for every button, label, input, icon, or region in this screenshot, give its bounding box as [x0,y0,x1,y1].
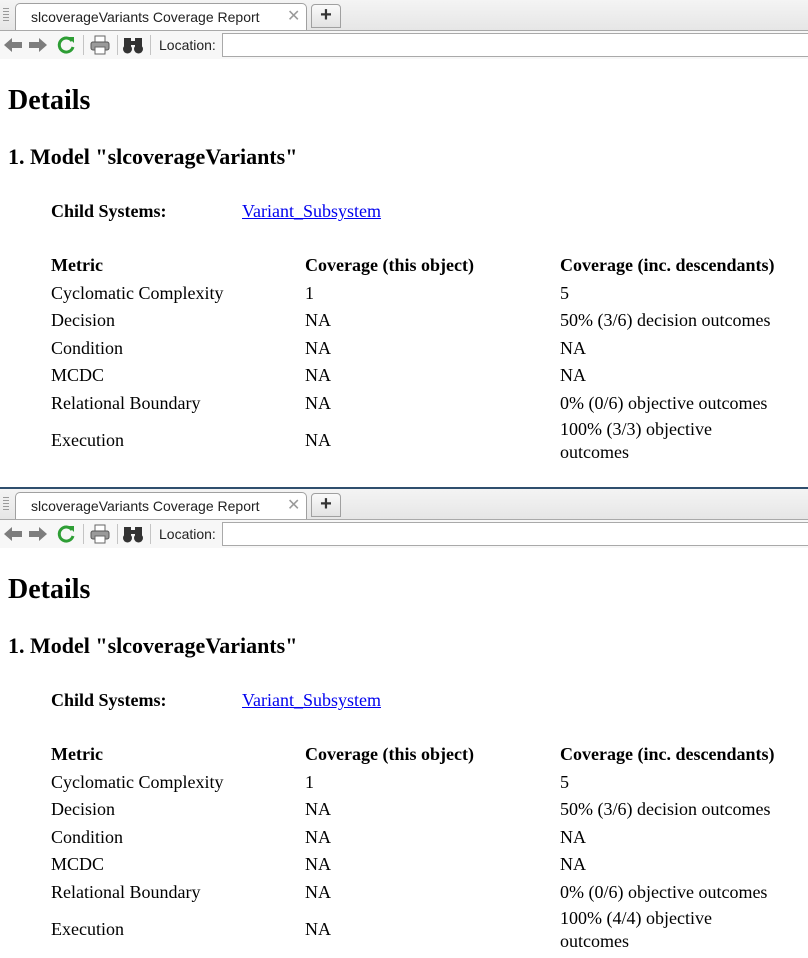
table-row [51,307,808,335]
toolbar-separator [83,35,84,55]
toolbar-separator [150,524,151,544]
model-heading: 1. Model "slcoverageVariants" [8,144,298,169]
table-row [51,417,808,461]
refresh-icon [56,524,76,544]
toolbar-separator [150,35,151,55]
coverage-descendants: 50% (3/6) decision outcomes [560,310,771,330]
print-button[interactable] [88,33,112,57]
table-row [51,769,808,797]
forward-arrow-icon [28,526,48,542]
page-title: Details [8,85,91,116]
column-header-this-object: Coverage (this object) [305,255,474,275]
coverage-this-object: 1 [305,282,314,303]
location-input[interactable] [222,33,808,57]
report-tab[interactable] [15,492,307,519]
column-header-metric: Metric [51,744,103,764]
child-system-link[interactable]: Variant_Subsystem [242,690,381,710]
child-system-link[interactable]: Variant_Subsystem [242,201,381,221]
print-button[interactable] [88,522,112,546]
child-systems-label: Child Systems: [51,201,167,221]
coverage-this-object: NA [305,854,331,874]
metrics-table [51,252,808,461]
table-row [51,362,808,390]
model-heading: 1. Model "slcoverageVariants" [8,633,298,658]
toolbar-separator [117,35,118,55]
grip-handle[interactable] [3,497,9,511]
coverage-this-object: 1 [305,771,314,792]
child-systems-label: Child Systems: [51,690,167,710]
column-header-descendants: Coverage (inc. descendants) [560,255,775,275]
coverage-descendants: 100% (3/3) objective outcomes [560,419,712,462]
metric-name: Decision [51,799,115,819]
metric-name: Execution [51,919,124,939]
column-header-this-object: Coverage (this object) [305,744,474,764]
coverage-this-object: NA [305,881,331,902]
coverage-descendants: 0% (0/6) objective outcomes [560,392,768,413]
table-row [51,796,808,824]
metric-name: Decision [51,310,115,330]
new-tab-button[interactable] [311,493,341,517]
table-row [51,851,808,879]
back-arrow-icon [3,526,23,542]
tab-bar [0,0,808,31]
coverage-descendants: 5 [560,282,569,303]
coverage-descendants: NA [560,365,586,385]
back-arrow-icon [3,37,23,53]
new-tab-button[interactable] [311,4,341,28]
column-header-descendants: Coverage (inc. descendants) [560,744,775,764]
coverage-this-object: NA [305,365,331,385]
coverage-descendants: 0% (0/6) objective outcomes [560,881,768,902]
location-label: Location: [159,37,216,53]
metric-name: MCDC [51,854,105,874]
metric-name: Cyclomatic Complexity [51,282,224,303]
table-row [51,824,808,852]
tab-title: slcoverageVariants Coverage Report [31,498,260,514]
refresh-button[interactable] [54,522,78,546]
find-button[interactable] [121,33,145,57]
coverage-this-object: NA [305,799,331,819]
report-pane-bottom [0,489,808,958]
binoculars-icon [122,36,144,54]
forward-arrow-icon [28,37,48,53]
table-row [51,280,808,308]
find-button[interactable] [121,522,145,546]
metric-name: Cyclomatic Complexity [51,771,224,792]
metrics-table [51,741,808,950]
metric-name: Relational Boundary [51,881,201,902]
table-row [51,879,808,907]
metric-name: Execution [51,430,124,450]
coverage-descendants: NA [560,826,586,847]
refresh-button[interactable] [54,33,78,57]
toolbar-separator [83,524,84,544]
coverage-this-object: NA [305,392,331,413]
coverage-this-object: NA [305,430,331,450]
refresh-icon [56,35,76,55]
page-title: Details [8,574,91,605]
location-label: Location: [159,526,216,542]
toolbar [0,520,808,548]
table-header [51,252,808,280]
table-header [51,741,808,769]
plus-icon: + [320,4,332,26]
coverage-descendants: 100% (4/4) objective outcomes [560,908,712,951]
table-row [51,906,808,950]
metric-name: Condition [51,337,124,358]
binoculars-icon [122,525,144,543]
metric-name: Condition [51,826,124,847]
print-icon [89,35,111,55]
location-input[interactable] [222,522,808,546]
table-row [51,390,808,418]
coverage-descendants: NA [560,854,586,874]
coverage-this-object: NA [305,337,331,358]
toolbar-separator [117,524,118,544]
table-row [51,335,808,363]
forward-button[interactable] [27,522,49,546]
forward-button[interactable] [27,33,49,57]
close-icon[interactable]: ✕ [287,8,301,25]
plus-icon: + [320,493,332,515]
tab-bar [0,489,808,520]
metric-name: MCDC [51,365,105,385]
coverage-this-object: NA [305,310,331,330]
grip-handle[interactable] [3,8,9,22]
back-button[interactable] [2,522,24,546]
report-tab[interactable] [15,3,307,30]
tab-title: slcoverageVariants Coverage Report [31,9,260,25]
coverage-this-object: NA [305,919,331,939]
print-icon [89,524,111,544]
back-button[interactable] [2,33,24,57]
coverage-descendants: 5 [560,771,569,792]
coverage-descendants: 50% (3/6) decision outcomes [560,799,771,819]
coverage-this-object: NA [305,826,331,847]
metric-name: Relational Boundary [51,392,201,413]
column-header-metric: Metric [51,255,103,275]
toolbar [0,31,808,59]
coverage-descendants: NA [560,337,586,358]
close-icon[interactable]: ✕ [287,497,301,514]
